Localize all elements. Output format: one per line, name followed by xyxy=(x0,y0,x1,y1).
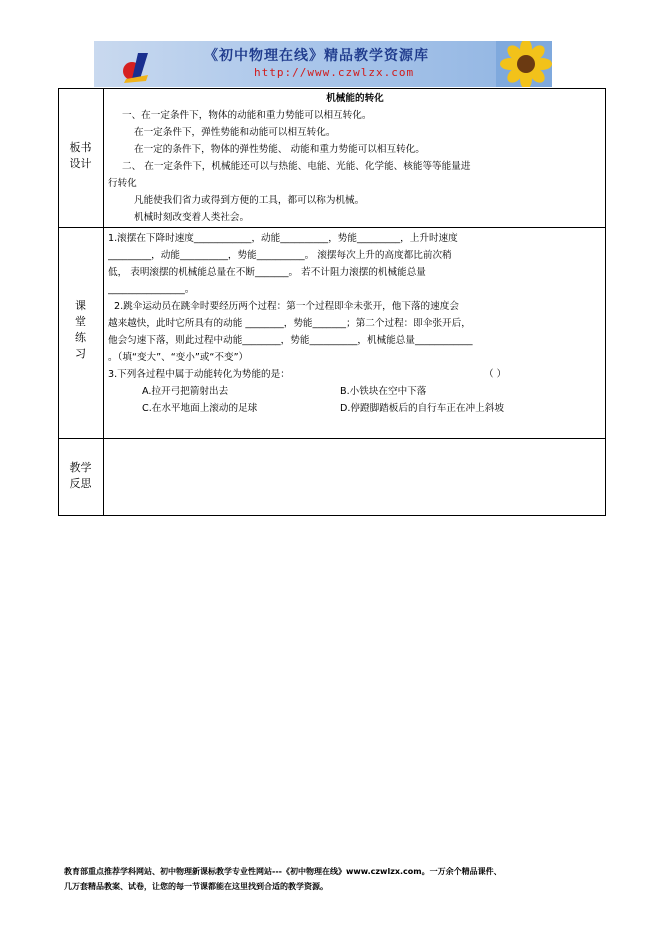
question-line: 1.滚摆在下降时速度____________，动能__________，势能_________，上升时速度 xyxy=(108,233,458,244)
header-banner xyxy=(94,41,552,87)
table-border-bottom xyxy=(58,515,606,516)
options-row xyxy=(108,383,602,400)
board-line: 一、在一定条件下，物体的动能和重力势能可以相互转化。 xyxy=(122,110,372,121)
table-divider xyxy=(58,227,606,228)
label-line: 习 xyxy=(75,347,86,360)
footer-line: 几万套精品教案、试卷，让您的每一节课都能在这里找到合适的教学资源。 xyxy=(64,882,328,891)
practice-content xyxy=(108,230,602,417)
option-c: C.在水平地面上滚动的足球 xyxy=(142,403,258,414)
board-line: 二、 在一定条件下，机械能还可以与热能、电能、光能、化学能、核能等等能量进 xyxy=(122,161,471,172)
label-line: 教学 xyxy=(69,461,92,474)
label-line: 课 xyxy=(75,299,86,312)
label-line: 反思 xyxy=(69,477,92,490)
section-label-board xyxy=(58,140,103,172)
table-column-divider xyxy=(103,88,104,516)
question-line: 越来越快，此时它所具有的动能 ________，势能_______；第二个过程：即伞张开后， xyxy=(108,318,471,329)
table-border-top xyxy=(58,88,606,89)
page-footer xyxy=(64,864,604,894)
options-row xyxy=(108,400,602,417)
table-border-right xyxy=(605,88,606,516)
label-line: 堂 xyxy=(75,315,86,328)
question-line: 低， 表明滚摆的机械能总量在不断_______。 若不计阻力滚摆的机械能总量 xyxy=(108,267,426,278)
logo-icon xyxy=(118,49,152,83)
option-a: A.拉开弓把箭射出去 xyxy=(142,386,229,397)
question-line: 2.跳伞运动员在跳伞时要经历两个过程：第一个过程即伞未张开，他下落的速度会 xyxy=(114,301,459,312)
table-divider xyxy=(58,438,606,439)
board-line: 行转化 xyxy=(108,178,137,189)
board-line: 在一定条件下，弹性势能和动能可以相互转化。 xyxy=(134,127,336,138)
banner-url: http://www.czwlzx.com xyxy=(254,66,415,79)
answer-bracket: （ ） xyxy=(484,369,507,380)
board-line: 在一定的条件下，物体的弹性势能、 动能和重力势能可以相互转化。 xyxy=(134,144,425,155)
lesson-title: 机械能的转化 xyxy=(326,93,384,104)
board-line: 凡能使我们省力或得到方便的工具，都可以称为机械。 xyxy=(134,195,365,206)
section-label-practice xyxy=(58,298,103,362)
label-line: 练 xyxy=(75,331,86,344)
option-b: B.小铁块在空中下落 xyxy=(340,386,427,397)
question-line: 。（填“变大”、“变小”或“不变”） xyxy=(108,352,249,363)
question-line: ________________。 xyxy=(108,284,195,295)
option-d: D.停蹬脚踏板后的自行车正在冲上斜坡 xyxy=(340,403,504,414)
banner-title: 《初中物理在线》精品教学资源库 xyxy=(204,48,429,64)
sunflower-icon xyxy=(496,41,552,87)
question-3-text: 3.下列各过程中属于动能转化为势能的是： xyxy=(108,369,290,380)
footer-line: 教育部重点推荐学科网站、初中物理新课标教学专业性网站---《初中物理在线》www.czwlzx.com。一万余个精品课件、 xyxy=(64,867,502,876)
question-line: 他会匀速下落，则此过程中动能________，势能__________，机械能总量____________ xyxy=(108,335,473,346)
section-label-reflection xyxy=(58,460,103,492)
label-line: 设计 xyxy=(69,157,92,170)
question-line: _________，动能__________，势能__________。 滚摆每次上升的高度都比前次稍 xyxy=(108,250,452,261)
board-line: 机械时刻改变着人类社会。 xyxy=(134,212,250,223)
label-line: 板书 xyxy=(69,141,92,154)
question-3-row xyxy=(108,366,602,383)
board-content xyxy=(108,90,602,226)
